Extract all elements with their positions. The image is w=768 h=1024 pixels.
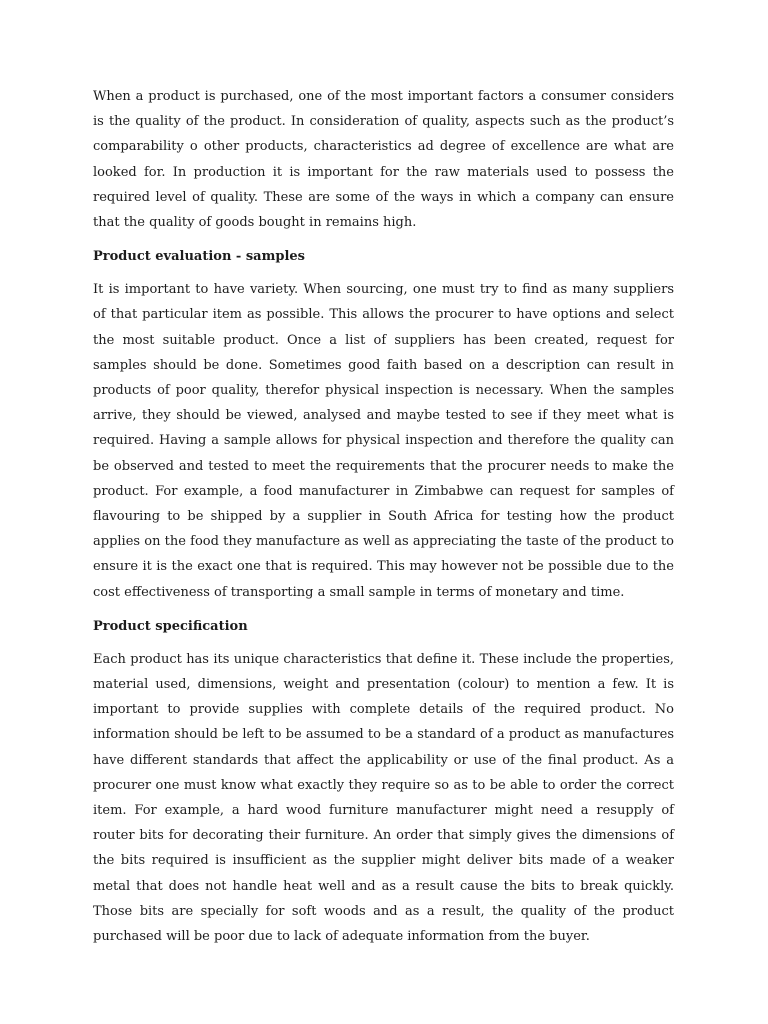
- section-heading-samples: Product evaluation - samples: [93, 249, 305, 265]
- intro-paragraph: When a product is purchased, one of the most important factors a consumer considers is the quality of the product. In consideration of quality, aspects such as the product’s comparability o other products, characteristics ad degree of excellence are what are looked for. In production it is important for the raw materials used to possess the required level of quality. These are some of the ways in which a company can ensure that the quality of goods bought in remains high.: [93, 89, 674, 231]
- specification-paragraph: Each product has its unique characteristics that define it. These include the properties, material used, dimensions, weight and presentation (colour) to mention a few. It is important to provide supplies with complete details of the required product. No information should be left to be assumed to be a standard of a product as manufactures have different standards that affect the applicability or use of the final product. As a procurer one must know what exactly they require so as to be able to order the correct item. For example, a hard wood furniture manufacturer might need a resupply of router bits for decorating their furniture. An order that simply gives the dimensions of the bits required is insufficient as the supplier might deliver bits made of a weaker metal that does not handle heat well and as a result cause the bits to break quickly. Those bits are specially for soft woods and as a result, the quality of the product purchased will be poor due to lack of adequate information from the buyer.: [93, 651, 674, 945]
- section-heading-specification: Product specification: [93, 618, 248, 634]
- document-page: [93, 84, 674, 949]
- samples-paragraph: It is important to have variety. When sourcing, one must try to find as many suppliers of that particular item as possible. This allows the procurer to have options and select the most suitable product. Once a list of suppliers has been created, request for samples should be done. Sometimes good faith based on a description can result in products of poor quality, therefor physical inspection is necessary. When the samples arrive, they should be viewed, analysed and maybe tested to see if they meet what is required. Having a sample allows for physical inspection and therefore the quality can be observed and tested to meet the requirements that the procurer needs to make the product. For example, a food manufacturer in Zimbabwe can request for samples of flavouring to be shipped by a supplier in South Africa for testing how the product applies on the food they manufacture as well as appreciating the taste of the product to ensure it is the exact one that is required. This may however not be possible due to the cost effectiveness of transporting a small sample in terms of monetary and time.: [93, 282, 674, 600]
